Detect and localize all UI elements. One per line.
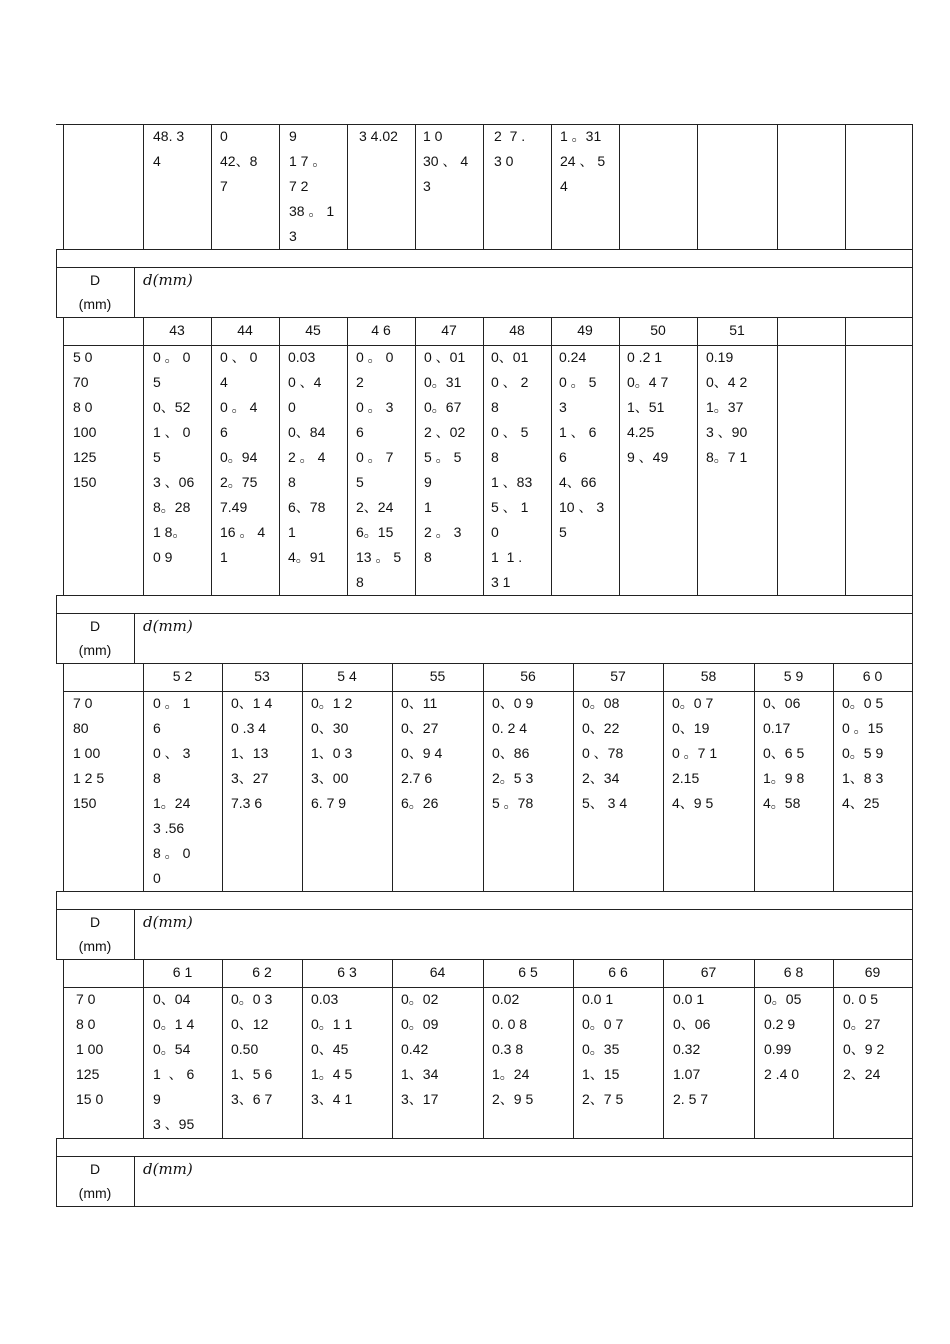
table-border	[483, 663, 484, 891]
table-border	[415, 317, 416, 595]
table-cell: 0、01 0 、 2 8 0 、 5 8 1 、83 5 、 1 0 1 1 . 3 1	[491, 349, 533, 590]
table-cell: 0 。 0 5 0、52 1 、 0 5 3 、06 8。28 1 8。 0 9	[153, 349, 195, 565]
d-label: D (mm)	[78, 272, 112, 312]
table-cell: 0 、01 0。31 0。67 2 、02 5 。 5 9 1 2 。 3 8	[424, 349, 466, 565]
d-label: D (mm)	[78, 618, 112, 658]
d-mm-label: d(mm)	[143, 271, 193, 289]
table-border	[56, 595, 57, 613]
table-cell: 0。1 2 0、30 1、0 3 3、00 6. 7 9	[311, 695, 353, 811]
table-border	[833, 959, 834, 1138]
table-border	[222, 959, 223, 1138]
column-header: 55	[429, 668, 446, 684]
column-header: 6 1	[172, 964, 193, 980]
d-mm-label: d(mm)	[143, 617, 193, 635]
table-border	[211, 317, 212, 595]
d-values: 5 0 70 8 0 100 125 150	[73, 349, 97, 490]
table-cell: 3 4.02	[359, 128, 398, 144]
table-border	[912, 613, 913, 663]
table-border	[347, 317, 348, 595]
table-border	[663, 663, 664, 891]
table-cell: 0。05 0.2 9 0.99 2 .4 0	[764, 991, 802, 1082]
table-border	[573, 959, 574, 1138]
table-border	[912, 909, 913, 959]
table-border	[302, 663, 303, 891]
table-cell: 0. 0 5 0。27 0、9 2 2、24	[843, 991, 885, 1082]
d-mm-label: d(mm)	[143, 913, 193, 931]
table-border	[56, 1206, 913, 1207]
table-cell: 0 .2 1 0。4 7 1、51 4.25 9 、49	[627, 349, 669, 465]
table-border	[912, 959, 913, 1156]
table-border	[483, 124, 484, 249]
table-cell: 0、0 9 0. 2 4 0、86 2。5 3 5 。78	[492, 695, 534, 811]
column-header: 4 6	[371, 322, 391, 338]
table-cell: 0 42、8 7	[220, 128, 258, 194]
column-header: 6 2	[252, 964, 272, 980]
column-header: 58	[700, 668, 717, 684]
table-border	[483, 959, 484, 1138]
table-cell: 0。08 0、22 0 、78 2、34 5、 3 4	[582, 695, 628, 811]
table-cell: 0.02 0. 0 8 0.3 8 1。24 2、9 5	[492, 991, 534, 1107]
table-cell: 9 1 7 。 7 2 38 。 1 3	[289, 128, 335, 244]
d-label: D (mm)	[78, 914, 112, 954]
table-border	[222, 663, 223, 891]
table-border	[143, 317, 144, 595]
table-border	[63, 124, 64, 249]
column-header: 5 9	[783, 668, 804, 684]
table-cell: 1 0 30 、 4 3	[423, 128, 469, 194]
column-header: 56	[520, 668, 536, 684]
table-border	[777, 317, 778, 595]
table-border	[143, 124, 144, 249]
table-border	[56, 891, 913, 892]
column-header: 49	[577, 322, 593, 338]
table-border	[143, 959, 144, 1138]
table-cell: 48. 3 4	[153, 128, 185, 169]
table-border	[63, 317, 64, 595]
table-cell: 0、04 0。1 4 0。54 1 、 6 9 3 、95	[153, 991, 195, 1132]
column-header: 64	[429, 964, 446, 980]
table-cell: 2 7 . 3 0	[494, 128, 526, 169]
table-border	[845, 124, 846, 249]
table-border	[134, 613, 135, 663]
table-cell: 0。0 5 0 。15 0。5 9 1、8 3 4、25	[842, 695, 884, 811]
table-border	[833, 663, 834, 891]
table-border	[56, 1138, 913, 1139]
table-border	[302, 959, 303, 1138]
table-cell: 0.03 0 、4 0 0、84 2 。 4 8 6、78 1 4。91	[288, 349, 326, 565]
table-border	[551, 317, 552, 595]
table-border	[551, 124, 552, 249]
table-cell: 0。0 3 0、12 0.50 1、5 6 3、6 7	[231, 991, 273, 1107]
table-cell: 0 。 0 2 0 。 3 6 0 。 7 5 2、24 6。15 13 。 5 8	[356, 349, 402, 590]
table-border	[56, 613, 913, 614]
table-border	[56, 891, 57, 909]
table-cell: 0.03 0。1 1 0、45 1。4 5 3、4 1	[311, 991, 353, 1107]
table-border	[134, 1156, 135, 1206]
table-border	[56, 909, 913, 910]
column-header: 47	[441, 322, 457, 338]
table-border	[63, 959, 64, 1138]
table-border	[619, 317, 620, 595]
column-header: 67	[700, 964, 717, 980]
table-border	[912, 1156, 913, 1206]
column-header: 69	[864, 964, 881, 980]
table-border	[619, 124, 620, 249]
table-cell: 0。02 0。09 0.42 1、34 3、17	[401, 991, 439, 1107]
table-corner-mark	[56, 124, 63, 125]
table-border	[912, 663, 913, 909]
d-values: 7 0 8 0 1 00 125 15 0	[76, 991, 104, 1107]
column-header: 57	[610, 668, 626, 684]
table-border	[754, 663, 755, 891]
table-border	[279, 124, 280, 249]
table-border	[392, 663, 393, 891]
column-header: 50	[650, 322, 666, 338]
table-border	[483, 317, 484, 595]
table-border	[211, 124, 212, 249]
table-border	[63, 663, 64, 891]
table-border	[415, 124, 416, 249]
table-cell: 0、11 0、27 0、9 4 2.7 6 6。26	[401, 695, 443, 811]
table-border	[134, 909, 135, 959]
table-cell: 0.0 1 0、06 0.32 1.07 2. 5 7	[673, 991, 711, 1107]
column-header: 6 3	[337, 964, 357, 980]
table-border	[56, 1138, 57, 1156]
column-header: 48	[509, 322, 525, 338]
table-border	[845, 317, 846, 595]
table-cell: 0 。 1 6 0 、 3 8 1。24 3 .56 8 。 0 0	[153, 695, 191, 886]
table-border	[573, 663, 574, 891]
table-cell: 0 、 0 4 0 。 4 6 0。94 2。75 7.49 16 。 4 1	[220, 349, 266, 565]
column-header: 6 5	[518, 964, 538, 980]
table-border	[134, 267, 135, 317]
table-border	[56, 267, 913, 268]
table-cell: 1 。31 24 、 5 4	[560, 128, 606, 194]
column-header: 5 4	[337, 668, 357, 684]
column-header: 6 8	[783, 964, 804, 980]
table-cell: 0.0 1 0。0 7 0。35 1、15 2、7 5	[582, 991, 624, 1107]
table-border	[143, 663, 144, 891]
table-border	[347, 124, 348, 249]
column-header: 51	[729, 322, 745, 338]
table-border	[56, 249, 913, 250]
table-border	[56, 1156, 913, 1157]
column-header: 44	[237, 322, 253, 338]
table-border	[912, 267, 913, 317]
table-border	[697, 317, 698, 595]
column-header: 43	[169, 322, 185, 338]
table-border	[663, 959, 664, 1138]
table-border	[912, 124, 913, 267]
table-cell: 0.24 0 。 5 3 1 、 6 6 4、66 10 、 3 5	[559, 349, 605, 540]
table-cell: 0.19 0、4 2 1。37 3 、90 8。7 1	[706, 349, 748, 465]
column-header: 6 6	[608, 964, 628, 980]
table-cell: 0、06 0.17 0、6 5 1。9 8 4。58	[763, 695, 805, 811]
table-border	[777, 124, 778, 249]
table-cell: 0。0 7 0、19 0 。7 1 2.15 4、9 5	[672, 695, 718, 811]
table-border	[392, 959, 393, 1138]
table-border	[912, 317, 913, 613]
table-cell: 0、1 4 0 .3 4 1、13 3、27 7.3 6	[231, 695, 273, 811]
table-border	[56, 249, 57, 267]
table-border	[279, 317, 280, 595]
table-border	[56, 595, 913, 596]
column-header: 6 0	[862, 668, 883, 684]
table-border	[697, 124, 698, 249]
column-header: 45	[305, 322, 321, 338]
table-border	[754, 959, 755, 1138]
column-header: 53	[254, 668, 270, 684]
d-mm-label: d(mm)	[143, 1160, 193, 1178]
d-values: 7 0 80 1 00 1 2 5 150	[73, 695, 105, 811]
d-label: D (mm)	[78, 1161, 112, 1201]
column-header: 5 2	[172, 668, 193, 684]
